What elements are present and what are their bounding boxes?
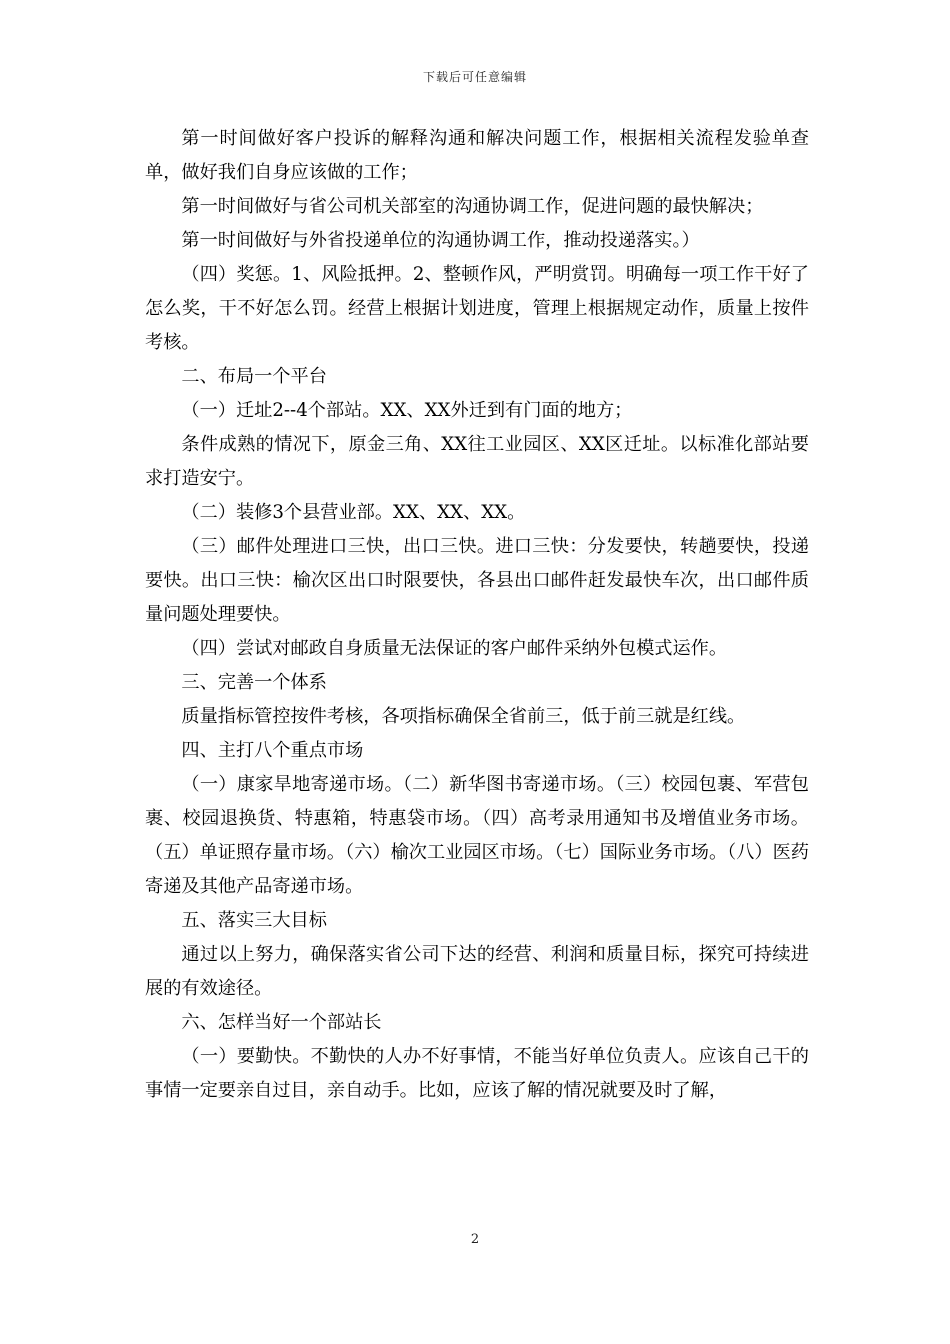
paragraph: （四）尝试对邮政自身质量无法保证的客户邮件采纳外包模式运作。 [181,638,728,659]
section-heading: 四、主打八个重点市场 [181,740,364,761]
paragraph: （一）要勤快。不勤快的人办不好事情，不能当好单位负责人。应该自己干的事情一定要亲自过目，亲自动手。比如，应该了解的情况就要及时了解， [145,1046,809,1101]
paragraph: 通过以上努力，确保落实省公司下达的经营、利润和质量目标，探究可持续进展的有效途径。 [145,944,809,999]
paragraph: （四）奖惩。1、风险抵押。2、整顿作风，严明赏罚。明确每一项工作干好了怎么奖，干不好怎么罚。经营上根据计划进度，管理上根据规定动作，质量上按件考核。 [145,264,809,353]
paragraph: （二）装修3个县营业部。XX、XX、XX。 [181,502,526,523]
paragraph: 第一时间做好客户投诉的解释沟通和解决问题工作，根据相关流程发验单查单，做好我们自身应该做的工作； [145,128,809,183]
paragraph: （一）康家旱地寄递市场。（二）新华图书寄递市场。（三）校园包裹、军营包裹、校园退换货、特惠箱，特惠袋市场。（四）高考录用通知书及增值业务市场。（五）单证照存量市场。（六）榆次工业园区市场。（七）国际业务市场。（八）医药寄递及其他产品寄递市场。 [145,774,809,897]
paragraph: （一）迁址2--4个部站。XX、XX外迁到有门面的地方； [181,400,633,421]
paragraph: 条件成熟的情况下，原金三角、XX往工业园区、XX区迁址。以标准化部站要求打造安宁。 [145,434,809,489]
paragraph: 质量指标管控按件考核，各项指标确保全省前三，低于前三就是红线。 [181,706,746,727]
section-heading: 六、怎样当好一个部站长 [181,1012,382,1033]
section-heading: 二、布局一个平台 [181,366,327,387]
paragraph: （三）邮件处理进口三快，出口三快。进口三快：分发要快，转趟要快，投递要快。出口三快：榆次区出口时限要快，各县出口邮件赶发最快车次，出口邮件质量问题处理要快。 [145,536,809,625]
page-number: 2 [470,1232,480,1247]
section-heading: 五、落实三大目标 [181,910,327,931]
paragraph: 第一时间做好与外省投递单位的沟通协调工作，推动投递落实。） [181,230,700,251]
page-header: 下载后可任意编辑 [422,70,527,84]
section-heading: 三、完善一个体系 [181,672,327,693]
paragraph: 第一时间做好与省公司机关部室的沟通协调工作，促进问题的最快解决； [181,196,764,217]
document-body [145,122,809,1108]
